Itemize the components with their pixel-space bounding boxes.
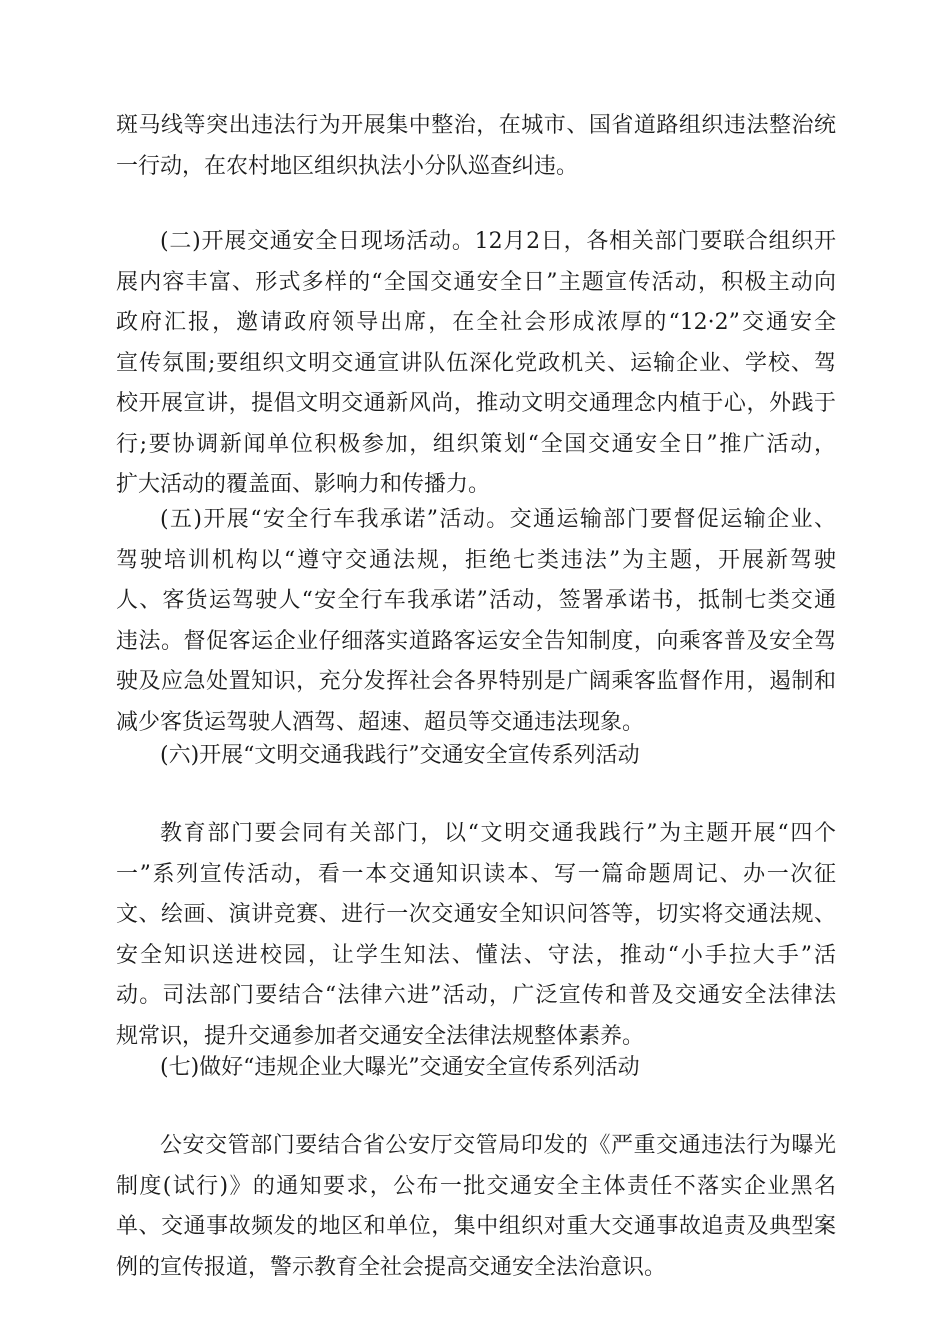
text-line: 文、绘画、演讲竞赛、进行一次交通安全知识问答等，切实将交通法规、 bbox=[116, 902, 836, 927]
text-line: (六)开展“文明交通我践行”交通安全宣传系列活动 bbox=[160, 743, 640, 768]
text-line: (五)开展“安全行车我承诺”活动。交通运输部门要督促运输企业、 bbox=[160, 507, 836, 532]
text-line: 行;要协调新闻单位积极参加，组织策划“全国交通安全日”推广活动， bbox=[116, 431, 836, 457]
paragraph-traffic-safety-day bbox=[116, 222, 836, 506]
text-line: 单、交通事故频发的地区和单位，集中组织对重大交通事故追责及典型案 bbox=[116, 1214, 836, 1239]
text-line: 扩大活动的覆盖面、影响力和传播力。 bbox=[116, 472, 491, 497]
paragraph-continuation bbox=[116, 106, 836, 187]
paragraph-education-department bbox=[116, 814, 836, 1057]
text-line: 校开展宣讲，提倡文明交通新风尚，推动文明交通理念内植于心，外践于 bbox=[116, 391, 836, 416]
text-line: (二)开展交通安全日现场活动。12月2日，各相关部门要联合组织开 bbox=[160, 229, 836, 254]
text-line: 一行动，在农村地区组织执法小分队巡查纠违。 bbox=[116, 153, 579, 179]
text-line: (七)做好“违规企业大曝光”交通安全宣传系列活动 bbox=[160, 1055, 640, 1080]
text-line: 一”系列宣传活动，看一本交通知识读本、写一篇命题周记、办一次征 bbox=[116, 861, 836, 887]
text-line: 例的宣传报道，警示教育全社会提高交通安全法治意识。 bbox=[116, 1254, 667, 1280]
text-line: 教育部门要会同有关部门，以“文明交通我践行”为主题开展“四个 bbox=[160, 821, 836, 846]
text-line: 驾驶培训机构以“遵守交通法规，拒绝七类违法”为主题，开展新驾驶 bbox=[116, 547, 836, 573]
text-line: 展内容丰富、形式多样的“全国交通安全日”主题宣传活动，积极主动向 bbox=[116, 269, 836, 295]
text-line: 违法。督促客运企业仔细落实道路客运安全告知制度，向乘客普及安全驾 bbox=[116, 628, 836, 654]
text-line: 政府汇报，邀请政府领导出席，在全社会形成浓厚的“12·2”交通安全 bbox=[116, 310, 836, 335]
text-line: 人、客货运驾驶人“安全行车我承诺”活动，签署承诺书，抵制七类交通 bbox=[116, 588, 836, 613]
text-line: 减少客货运驾驶人酒驾、超速、超员等交通违法现象。 bbox=[116, 709, 645, 735]
text-line: 制度(试行)》的通知要求，公布一批交通安全主体责任不落实企业黑名 bbox=[116, 1173, 836, 1199]
text-line: 动。司法部门要结合“法律六进”活动，广泛宣传和普及交通安全法律法 bbox=[116, 983, 836, 1008]
paragraph-safe-driving-pledge bbox=[116, 500, 836, 743]
section-heading-civilized-traffic bbox=[116, 736, 836, 777]
paragraph-traffic-police-department bbox=[116, 1126, 836, 1288]
text-line: 宣传氛围;要组织文明交通宣讲队伍深化党政机关、运输企业、学校、驾 bbox=[116, 350, 836, 376]
text-line: 斑马线等突出违法行为开展集中整治，在城市、国省道路组织违法整治统 bbox=[116, 113, 836, 138]
text-line: 安全知识送进校园，让学生知法、懂法、守法，推动“小手拉大手”活 bbox=[116, 942, 836, 968]
text-line: 公安交管部门要结合省公安厅交管局印发的《严重交通违法行为曝光 bbox=[160, 1133, 836, 1158]
text-line: 驶及应急处置知识，充分发挥社会各界特别是广阔乘客监督作用，遏制和 bbox=[116, 669, 836, 694]
section-heading-violation-exposure bbox=[116, 1048, 836, 1089]
text-line: 规常识，提升交通参加者交通安全法律法规整体素养。 bbox=[116, 1023, 645, 1049]
